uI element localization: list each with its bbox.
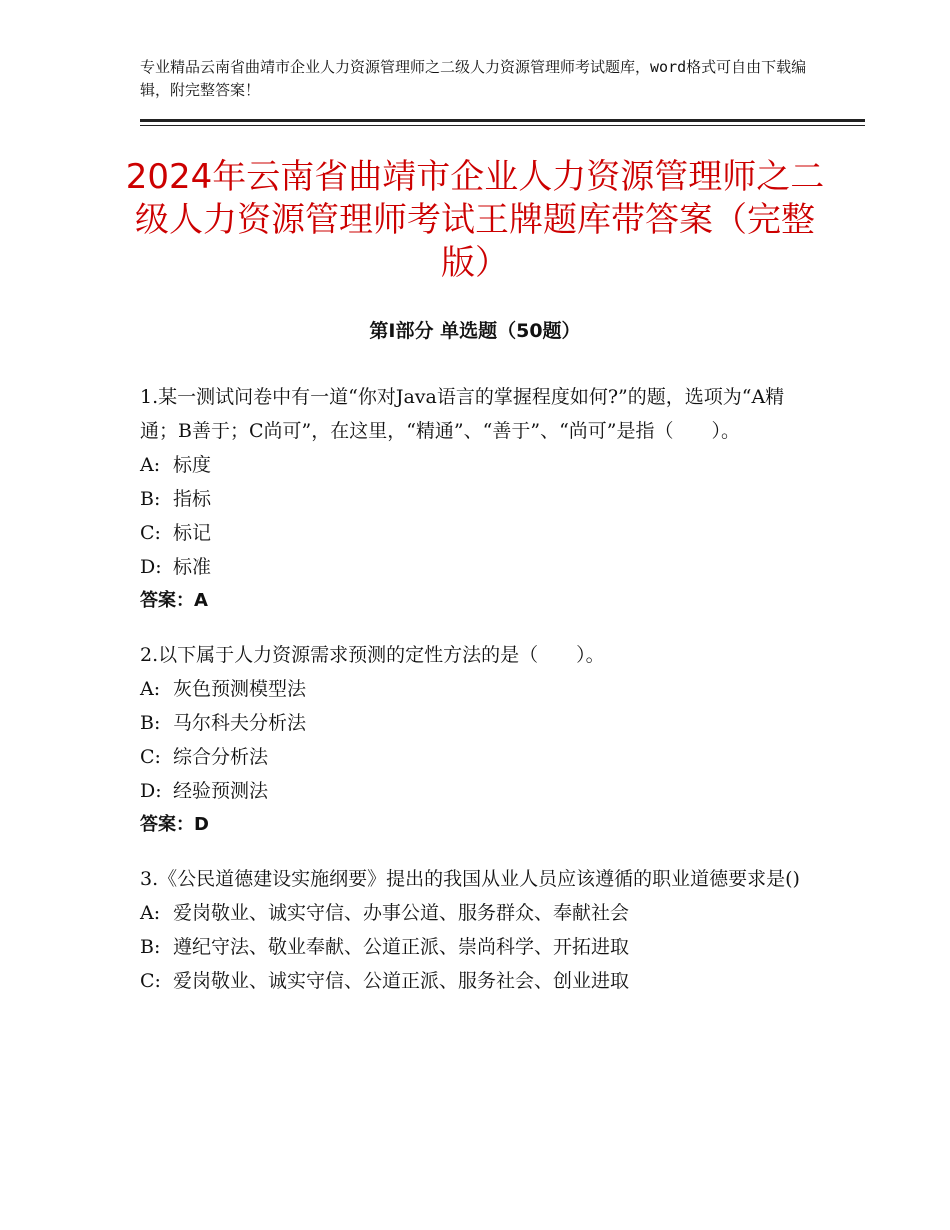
option-text: 标度	[173, 454, 212, 476]
question-2	[140, 638, 820, 842]
question-list	[140, 380, 820, 1018]
option-d	[140, 774, 820, 808]
option-b	[140, 930, 820, 964]
option-c	[140, 964, 820, 998]
option-letter: A:	[140, 678, 161, 700]
answer-label: 答案：A	[140, 590, 208, 611]
header-rule-thin	[140, 125, 865, 126]
header-note: 专业精品云南省曲靖市企业人力资源管理师之二级人力资源管理师考试题库，word格式可自由下载编辑，附完整答案！	[140, 58, 807, 99]
answer-label: 答案：D	[140, 814, 209, 835]
option-text: 标准	[173, 556, 212, 578]
option-letter: C:	[140, 522, 161, 544]
option-a	[140, 896, 820, 930]
document-title: 2024年云南省曲靖市企业人力资源管理师之二级人力资源管理师考试王牌题库带答案（完整版）	[125, 157, 825, 283]
option-a	[140, 448, 820, 482]
option-letter: B:	[140, 488, 161, 510]
option-a	[140, 672, 820, 706]
option-letter: D:	[140, 556, 162, 578]
option-letter: B:	[140, 712, 161, 734]
option-text: 爱岗敬业、诚实守信、公道正派、服务社会、创业进取	[173, 970, 630, 992]
option-letter: A:	[140, 902, 161, 924]
question-1	[140, 380, 820, 618]
option-letter: B:	[140, 936, 161, 958]
option-text: 综合分析法	[173, 746, 269, 768]
question-stem: 3.《公民道德建设实施纲要》提出的我国从业人员应该遵循的职业道德要求是()	[140, 868, 800, 890]
option-b	[140, 706, 820, 740]
section-heading: 第Ⅰ部分 单选题（50题）	[369, 320, 581, 342]
option-b	[140, 482, 820, 516]
question-3	[140, 862, 820, 998]
option-d	[140, 550, 820, 584]
option-text: 标记	[173, 522, 212, 544]
option-text: 爱岗敬业、诚实守信、办事公道、服务群众、奉献社会	[173, 902, 630, 924]
option-letter: D:	[140, 780, 162, 802]
option-c	[140, 516, 820, 550]
option-text: 经验预测法	[173, 780, 269, 802]
option-text: 遵纪守法、敬业奉献、公道正派、崇尚科学、开拓进取	[173, 936, 630, 958]
question-stem: 2.以下属于人力资源需求预测的定性方法的是（ ）。	[140, 644, 605, 666]
option-text: 马尔科夫分析法	[173, 712, 307, 734]
header-rule-thick	[140, 119, 865, 122]
option-letter: C:	[140, 970, 161, 992]
question-stem: 1.某一测试问卷中有一道“你对Java语言的掌握程度如何?”的题，选项为“A精通；B善于；C尚可”，在这里，“精通”、“善于”、“尚可”是指（ ）。	[140, 386, 785, 442]
option-letter: A:	[140, 454, 161, 476]
option-text: 指标	[173, 488, 212, 510]
option-c	[140, 740, 820, 774]
option-letter: C:	[140, 746, 161, 768]
option-text: 灰色预测模型法	[173, 678, 307, 700]
